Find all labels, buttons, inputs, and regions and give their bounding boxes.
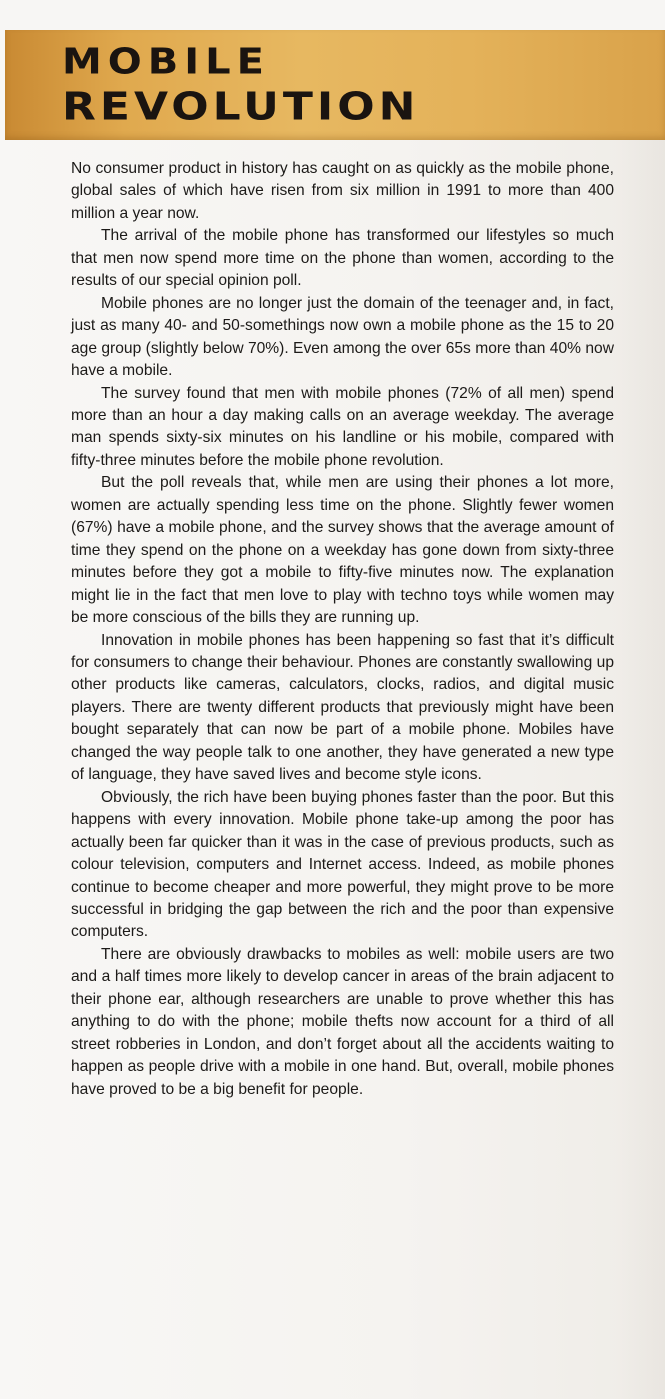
article-paragraph: Obviously, the rich have been buying phones faster than the poor. But this happens with every innovation. Mobile phone take-up among the poor has actually been far quicker than it was in the case of previous products, such as colour television, computers and Internet access. Indeed, as mobile phones continue to become cheaper and more powerful, they might prove to be more successful in bridging the gap between the rich and the poor than expensive computers.	[71, 788, 614, 941]
article-body	[71, 158, 614, 1101]
page-title-line-2: REVOLUTION	[62, 84, 420, 130]
article-paragraph: The arrival of the mobile phone has transformed our lifestyles so much that men now spend more time on the phone than women, according to the results of our special opinion poll.	[71, 227, 614, 290]
top-margin-strip	[0, 0, 665, 30]
article-paragraph: Innovation in mobile phones has been happening so fast that it’s difficult for consumers to change their behaviour. Phones are constantly swallowing up other products like cameras, calculators, clocks, radios, and digital music players. There are twenty different products that previously might have been bought separately that can now be part of a mobile phone. Mobiles have changed the way people talk to one another, they have generated a new type of language, they have saved lives and become style icons.	[71, 631, 614, 784]
article-paragraph: There are obviously drawbacks to mobiles as well: mobile users are two and a half times more likely to develop cancer in areas of the brain adjacent to their phone ear, although researchers are unable to prove whether this has anything to do with the phone; mobile thefts now account for a third of all street robberies in London, and don’t forget about all the accidents waiting to happen as people drive with a mobile in one hand. But, overall, mobile phones have proved to be a big benefit for people.	[71, 945, 614, 1098]
article-paragraph: Mobile phones are no longer just the domain of the teenager and, in fact, just as many 40- and 50-somethings now own a mobile phone as the 15 to 20 age group (slightly below 70%). Even among the over 65s more than 40% now have a mobile.	[71, 294, 614, 380]
page-title-line-1: MOBILE	[62, 41, 270, 83]
article-paragraph: But the poll reveals that, while men are using their phones a lot more, women are actually spending less time on the phone. Slightly fewer women (67%) have a mobile phone, and the survey shows that the average amount of time they spend on the phone on a weekday has gone down from sixty-three minutes before they got a mobile to fifty-five minutes now. The explanation might lie in the fact that men love to play with techno toys while women may be more conscious of the bills they are running up.	[71, 474, 614, 627]
article-paragraph: No consumer product in history has caught on as quickly as the mobile phone, global sales of which have risen from six million in 1991 to more than 400 million a year now.	[71, 160, 614, 222]
article-paragraph: The survey found that men with mobile phones (72% of all men) spend more than an hour a day making calls on an average weekday. The average man spends sixty-six minutes on his landline or his mobile, compared with fifty-three minutes before the mobile phone revolution.	[71, 384, 614, 469]
page-edge-shadow	[617, 140, 665, 1399]
